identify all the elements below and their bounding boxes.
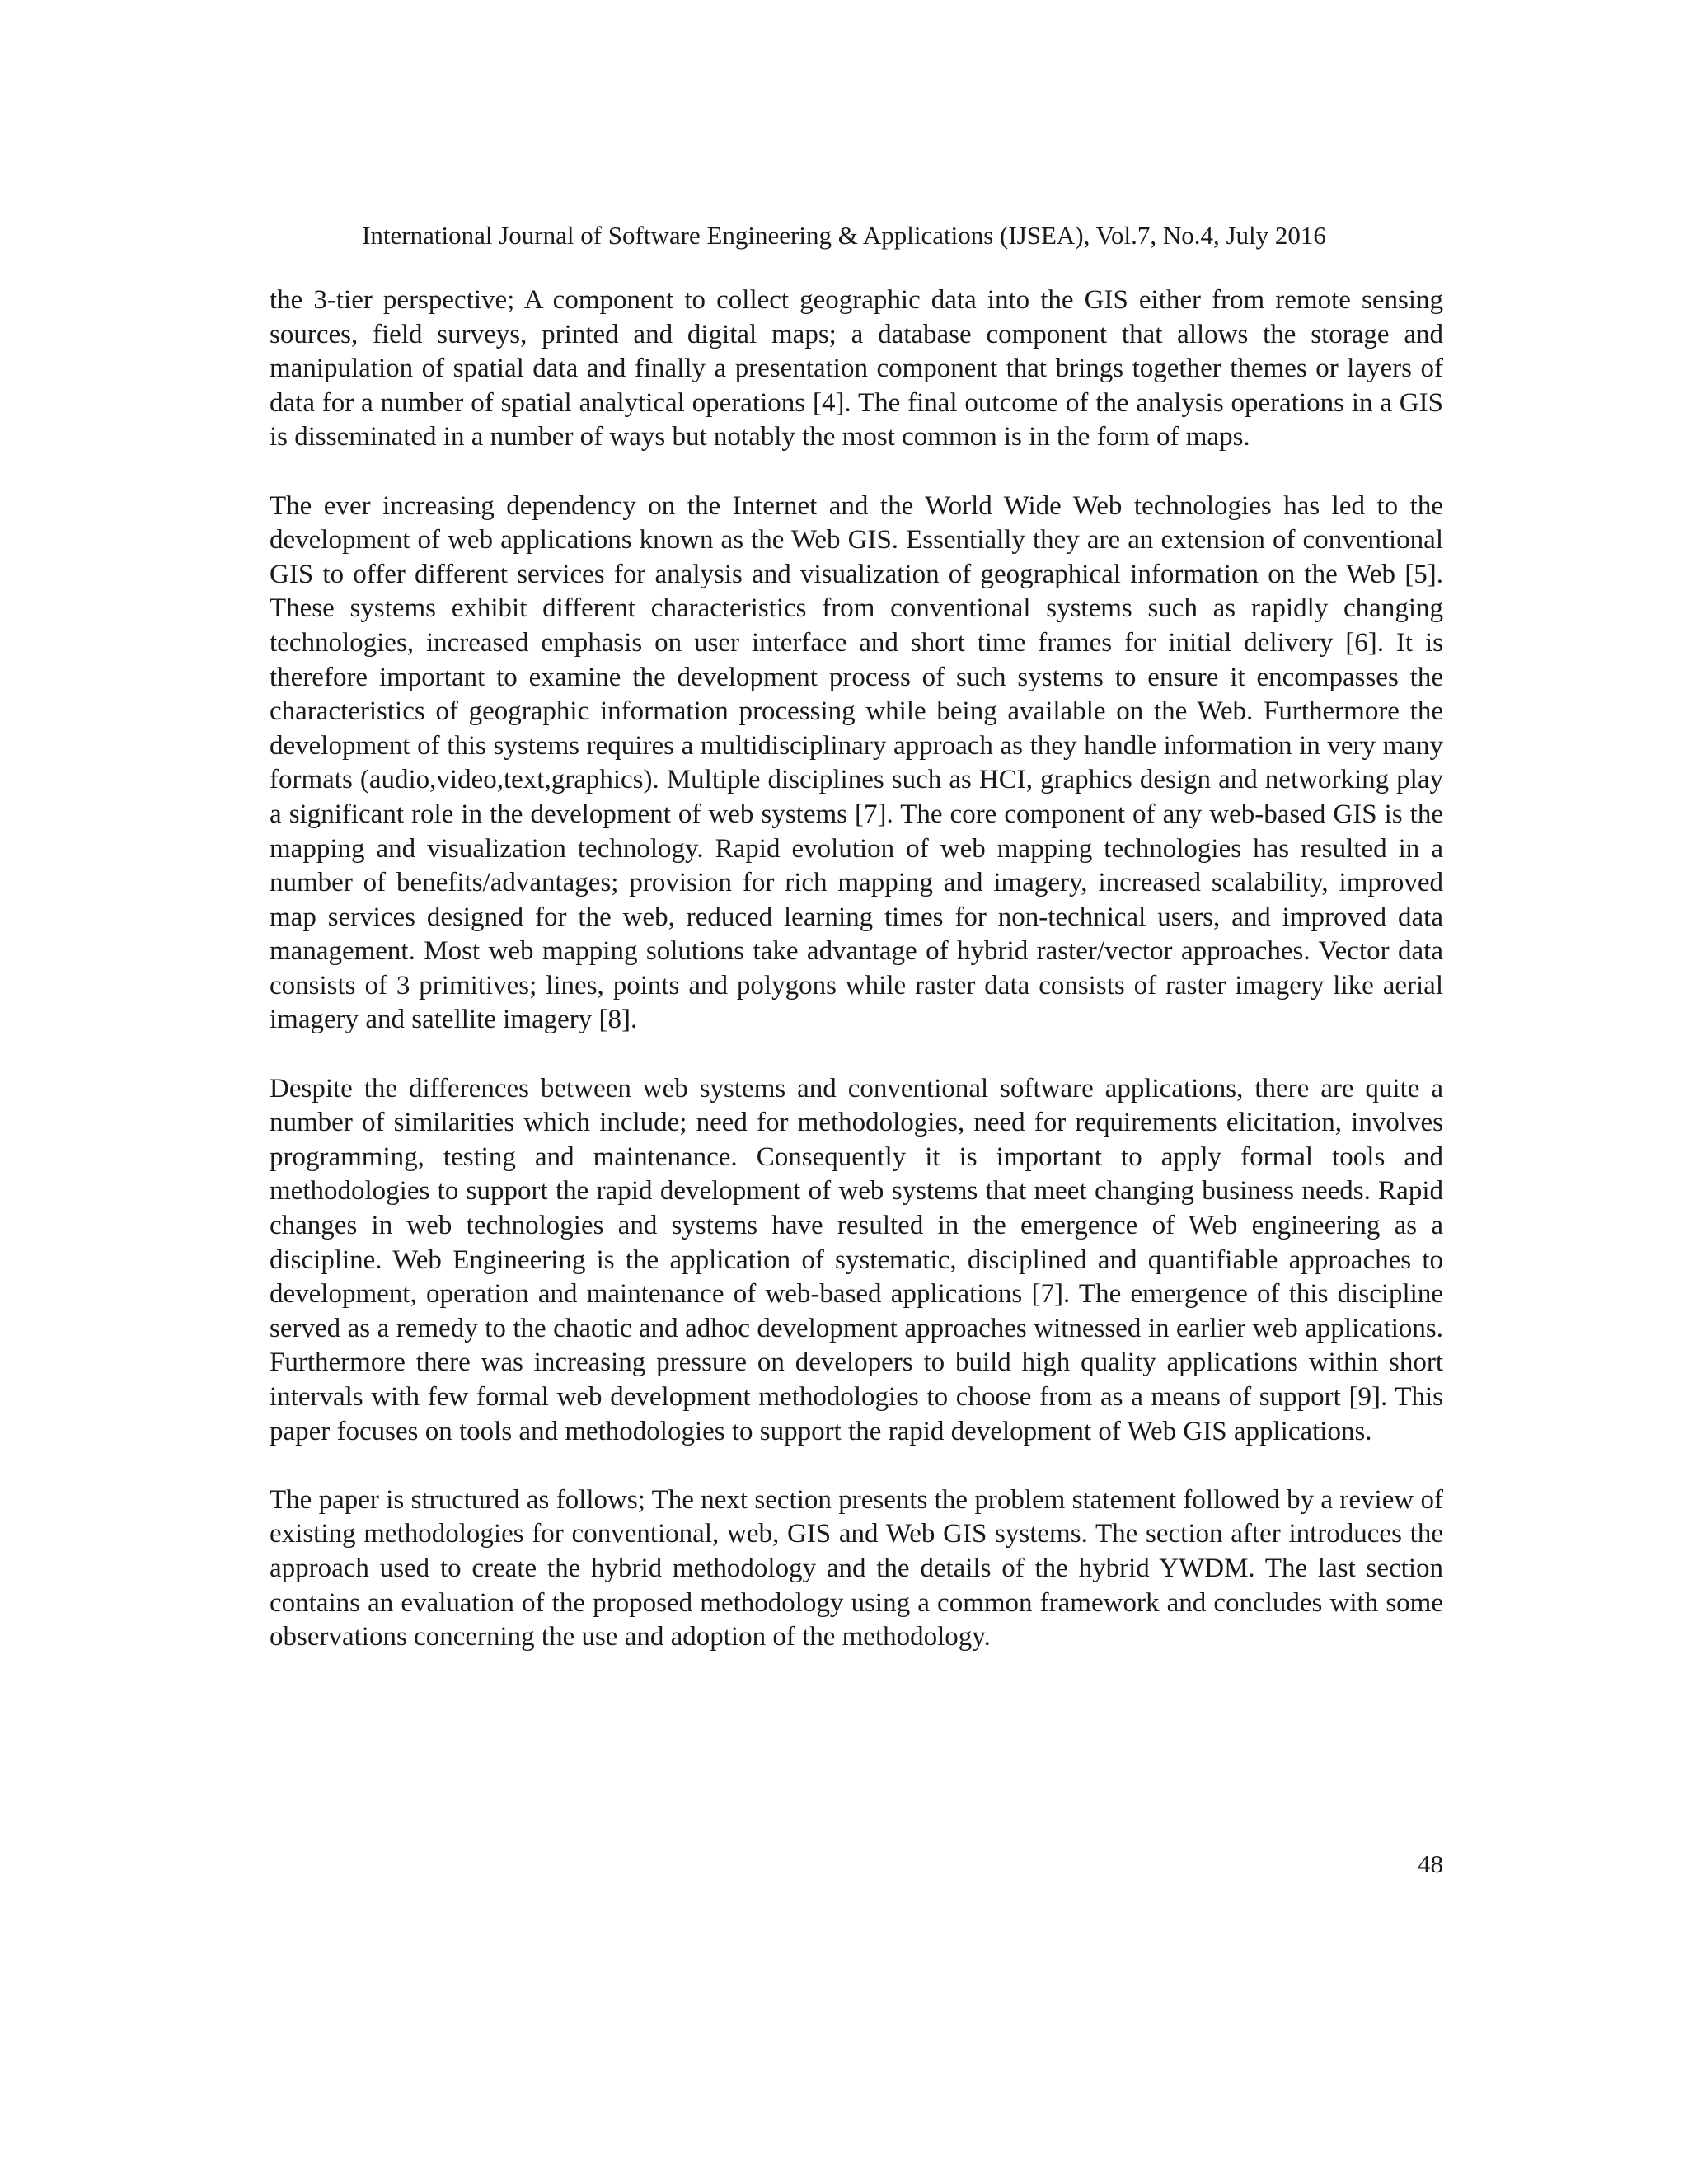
paragraph-gis-components: the 3-tier perspective; A component to collect geographic data into the GIS either from remote sensing sources, field surveys, printed and digital maps; a database component that allows the storage and manipulation of spatial data and finally a presentation component that brings together themes or layers of data for a number of spatial analytical operations [4]. The final outcome of the analysis operations in a GIS is disseminated in a number of ways but notably the most common is in the form of maps. xyxy=(270,285,1443,452)
body-text xyxy=(270,284,1443,1655)
paragraph-web-gis: The ever increasing dependency on the Internet and the World Wide Web technologies has led to the development of web applications known as the Web GIS. Essentially they are an extension of conventional GIS to offer different services for analysis and visualization of geographical information on the Web [5]. These systems exhibit different characteristics from conventional systems such as rapidly changing technologies, increased emphasis on user interface and short time frames for initial delivery [6]. It is therefore important to examine the development process of such systems to ensure it encompasses the characteristics of geographic information processing while being available on the Web. Furthermore the development of this systems requires a multidisciplinary approach as they handle information in very many formats (audio,video,text,graphics). Multiple disciplines such as HCI, graphics design and networking play a significant role in the development of web systems [7]. The core component of any web-based GIS is the mapping and visualization technology. Rapid evolution of web mapping technologies has resulted in a number of benefits/advantages; provision for rich mapping and imagery, increased scalability, improved map services designed for the web, reduced learning times for non-technical users, and improved data management. Most web mapping solutions take advantage of hybrid raster/vector approaches. Vector data consists of 3 primitives; lines, points and polygons while raster data consists of raster imagery like aerial imagery and satellite imagery [8]. xyxy=(270,490,1443,1035)
paragraph-paper-structure: The paper is structured as follows; The next section presents the problem statement followed by a review of existing methodologies for conventional, web, GIS and Web GIS systems. The section after introduces the approach used to create the hybrid methodology and the details of the hybrid YWDM. The last section contains an evaluation of the proposed methodology using a common framework and concludes with some observations concerning the use and adoption of the methodology. xyxy=(270,1484,1443,1652)
page-number: 48 xyxy=(1418,1849,1443,1878)
running-header: International Journal of Software Engineering & Applications (IJSEA), Vol.7, No.4, July 2016 xyxy=(362,221,1326,250)
paragraph-web-engineering: Despite the differences between web systems and conventional software applications, there are quite a number of similarities which include; need for methodologies, need for requirements elicitation, involves programming, testing and maintenance. Consequently it is important to apply formal tools and methodologies to support the rapid development of web systems that meet changing business needs. Rapid changes in web technologies and systems have resulted in the emergence of Web engineering as a discipline. Web Engineering is the application of systematic, disciplined and quantifiable approaches to development, operation and maintenance of web-based applications [7]. The emergence of this discipline served as a remedy to the chaotic and adhoc development approaches witnessed in earlier web applications. Furthermore there was increasing pressure on developers to build high quality applications within short intervals with few formal web development methodologies to choose from as a means of support [9]. This paper focuses on tools and methodologies to support the rapid development of Web GIS applications. xyxy=(270,1073,1443,1446)
